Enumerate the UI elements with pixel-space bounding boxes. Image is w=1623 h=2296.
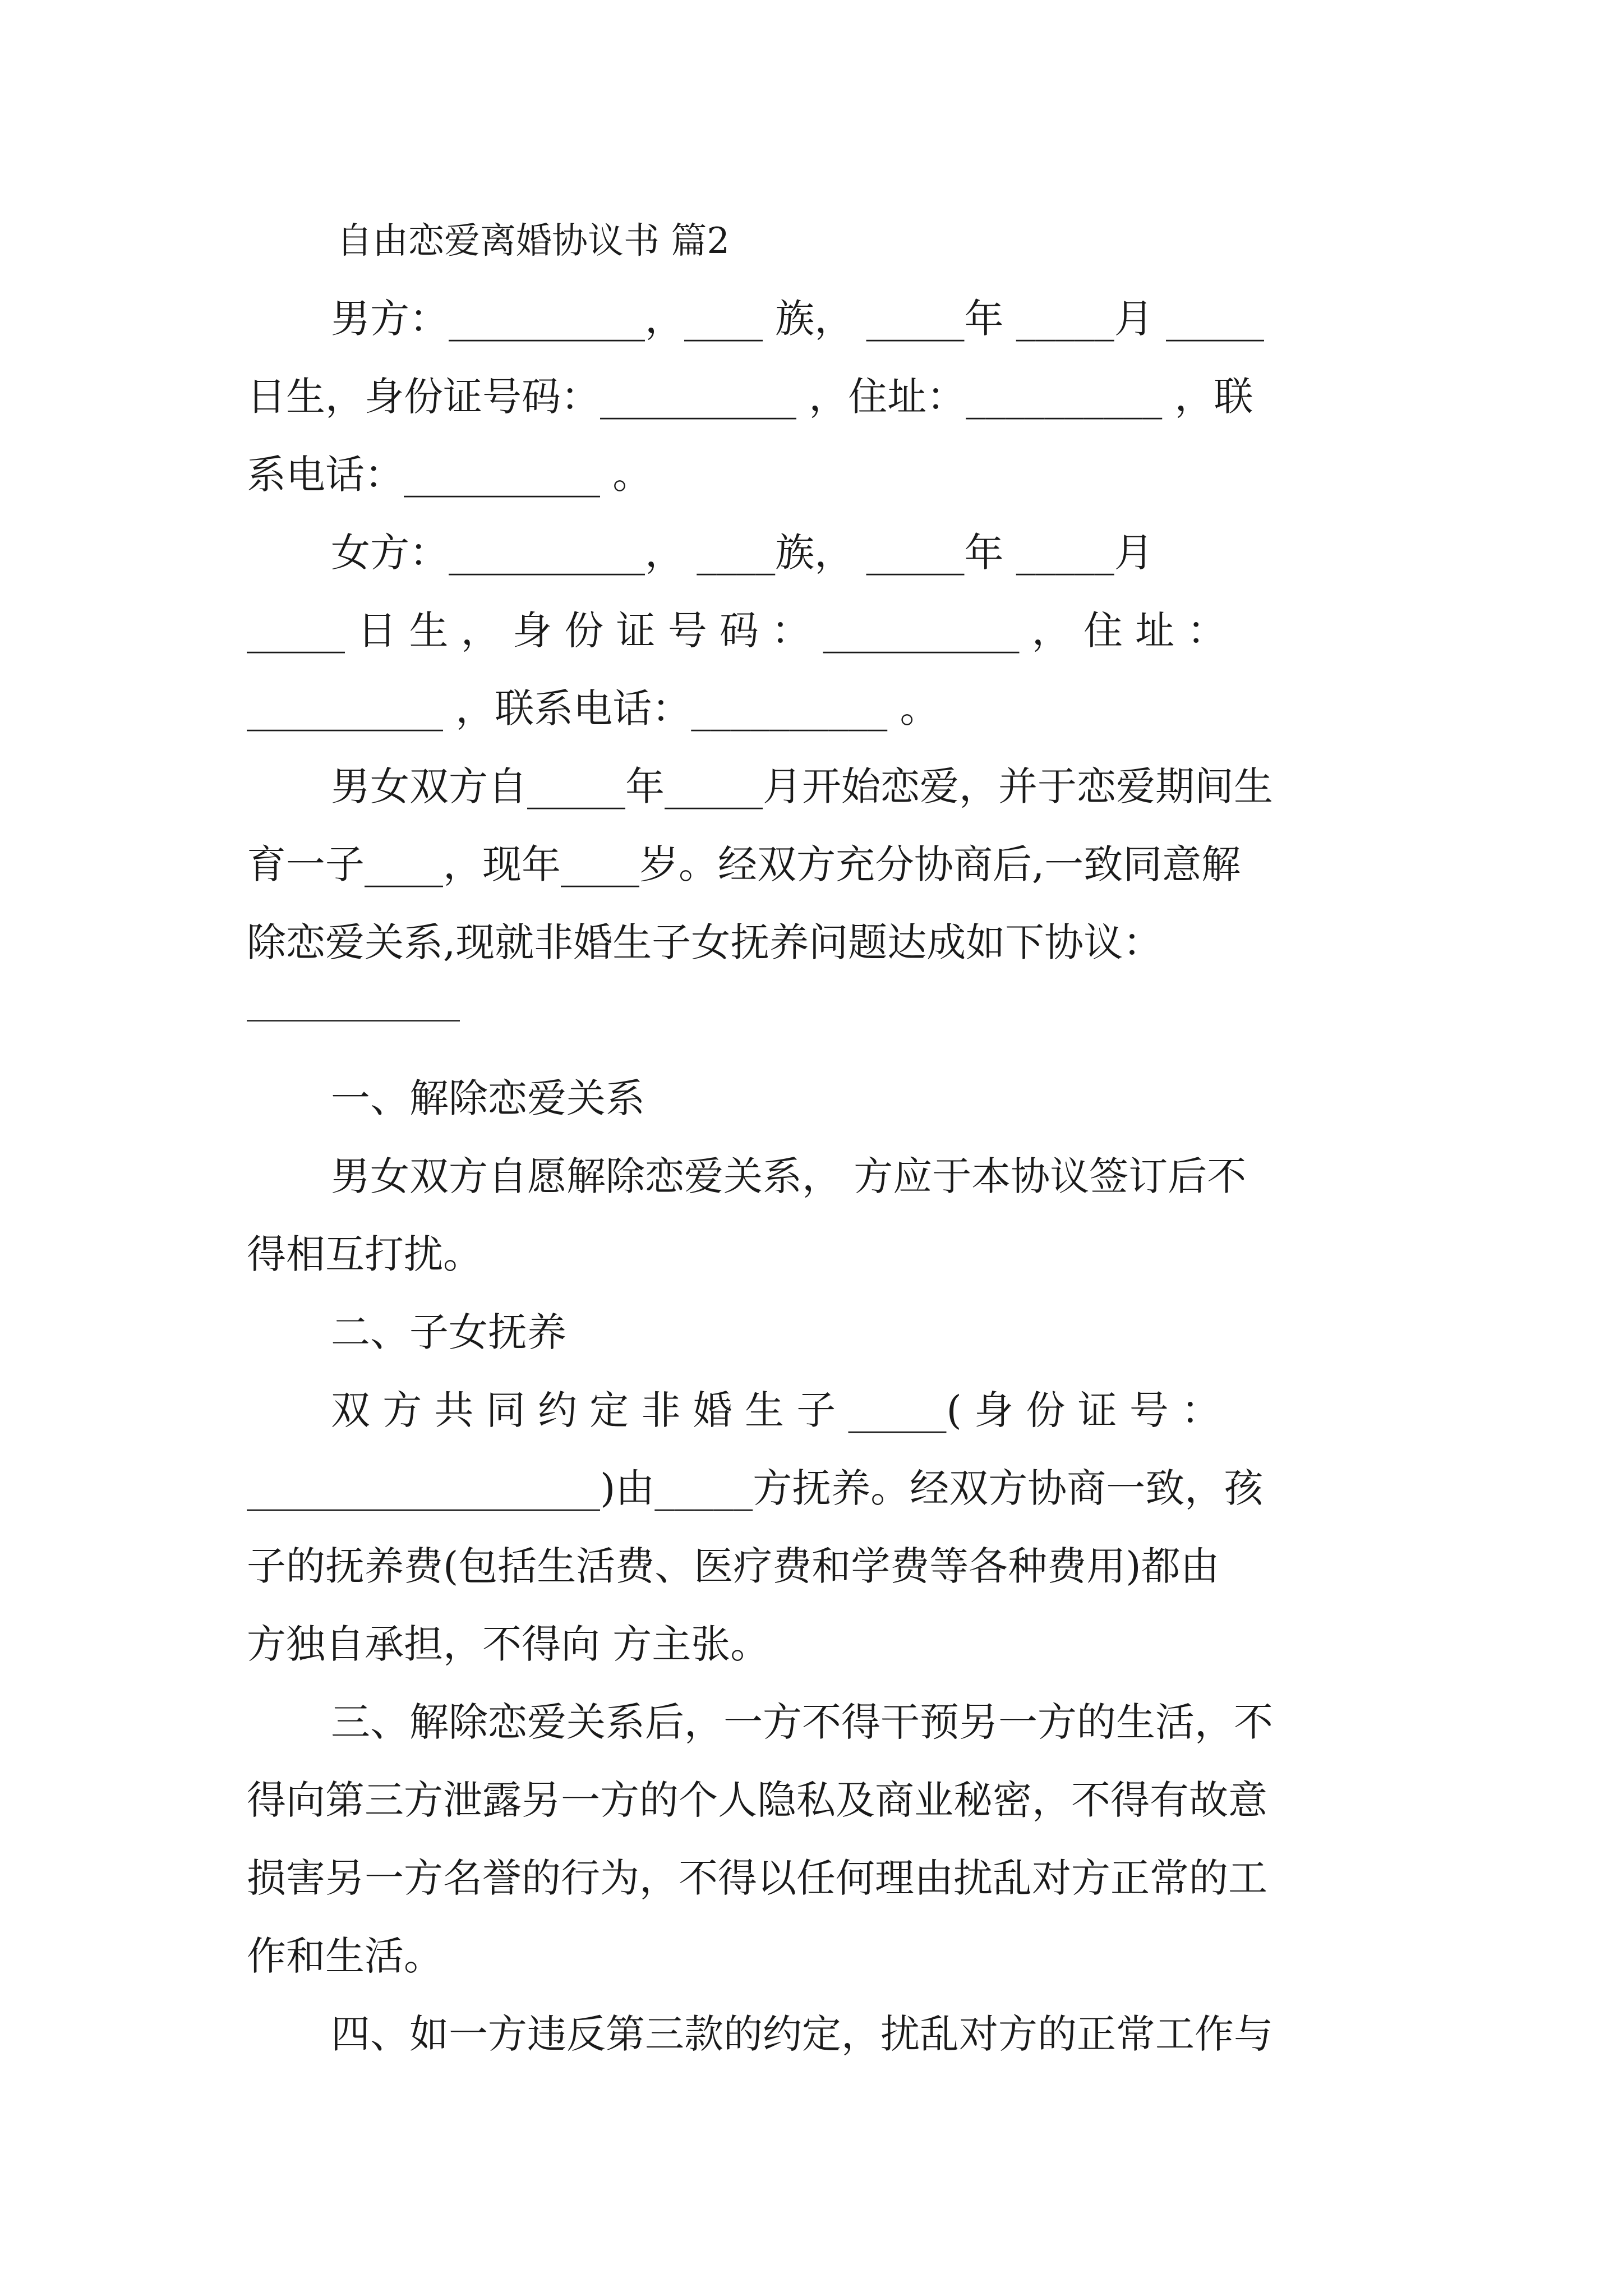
text-line-s3-3: 损害另一方名誉的行为，不得以任何理由扰乱对方正常的工 bbox=[247, 1855, 1267, 1901]
text-line-s3-2: 得向第三方泄露另一方的个人隐私及商业秘密，不得有故意 bbox=[247, 1777, 1267, 1823]
text-line-s1-1: 男女双方自愿解除恋爱关系， 方应于本协议签订后不 bbox=[331, 1153, 1247, 1199]
text-line-intro-1: 男女双方自_____年_____月开始恋爱，并于恋爱期间生 bbox=[331, 763, 1273, 809]
text-line-male-3: 系电话：__________ 。 bbox=[247, 452, 652, 498]
blank-underline bbox=[247, 1020, 460, 1022]
section-heading-2: 二、子女抚养 bbox=[331, 1309, 566, 1355]
text-line-s1-2: 得相互打扰。 bbox=[247, 1231, 482, 1277]
text-line-female-3: __________ ，联系电话：__________ 。 bbox=[247, 685, 939, 731]
text-line-male-2: 日生，身份证号码：__________ ，住址：__________ ，联 bbox=[247, 374, 1253, 420]
text-line-female-2: _____ 日 生 ， 身 份 证 号 码 ： __________ ， 住 址 ： bbox=[247, 608, 1227, 654]
document-title: 自由恋爱离婚协议书 篇2 bbox=[336, 220, 730, 262]
section-heading-1: 一、解除恋爱关系 bbox=[331, 1075, 645, 1121]
text-line-s3-1: 三、解除恋爱关系后，一方不得干预另一方的生活，不 bbox=[331, 1699, 1273, 1745]
text-line-s2-4: 方独自承担，不得向 方主张。 bbox=[247, 1621, 770, 1667]
text-line-s2-3: 子的抚养费(包括生活费、医疗费和学费等各种费用)都由 bbox=[247, 1543, 1220, 1589]
text-line-female-1: 女方：__________， ____族， _____年 _____月 bbox=[331, 530, 1154, 576]
text-line-male-1: 男方：__________，____ 族， _____年 _____月 _____ bbox=[331, 296, 1265, 342]
text-line-s3-4: 作和生活。 bbox=[247, 1933, 443, 1979]
text-line-s4-1: 四、如一方违反第三款的约定，扰乱对方的正常工作与 bbox=[331, 2011, 1273, 2057]
text-line-s2-2: __________________)由_____方抚养。经双方协商一致，孩 bbox=[247, 1465, 1264, 1511]
text-line-intro-3: 除恋爱关系,现就非婚生子女抚养问题达成如下协议： bbox=[247, 919, 1163, 965]
text-line-intro-2: 育一子____，现年____岁。经双方充分协商后,一致同意解 bbox=[247, 841, 1241, 887]
text-line-s2-1: 双 方 共 同 约 定 非 婚 生 子 _____( 身 份 证 号 ： bbox=[331, 1387, 1221, 1433]
